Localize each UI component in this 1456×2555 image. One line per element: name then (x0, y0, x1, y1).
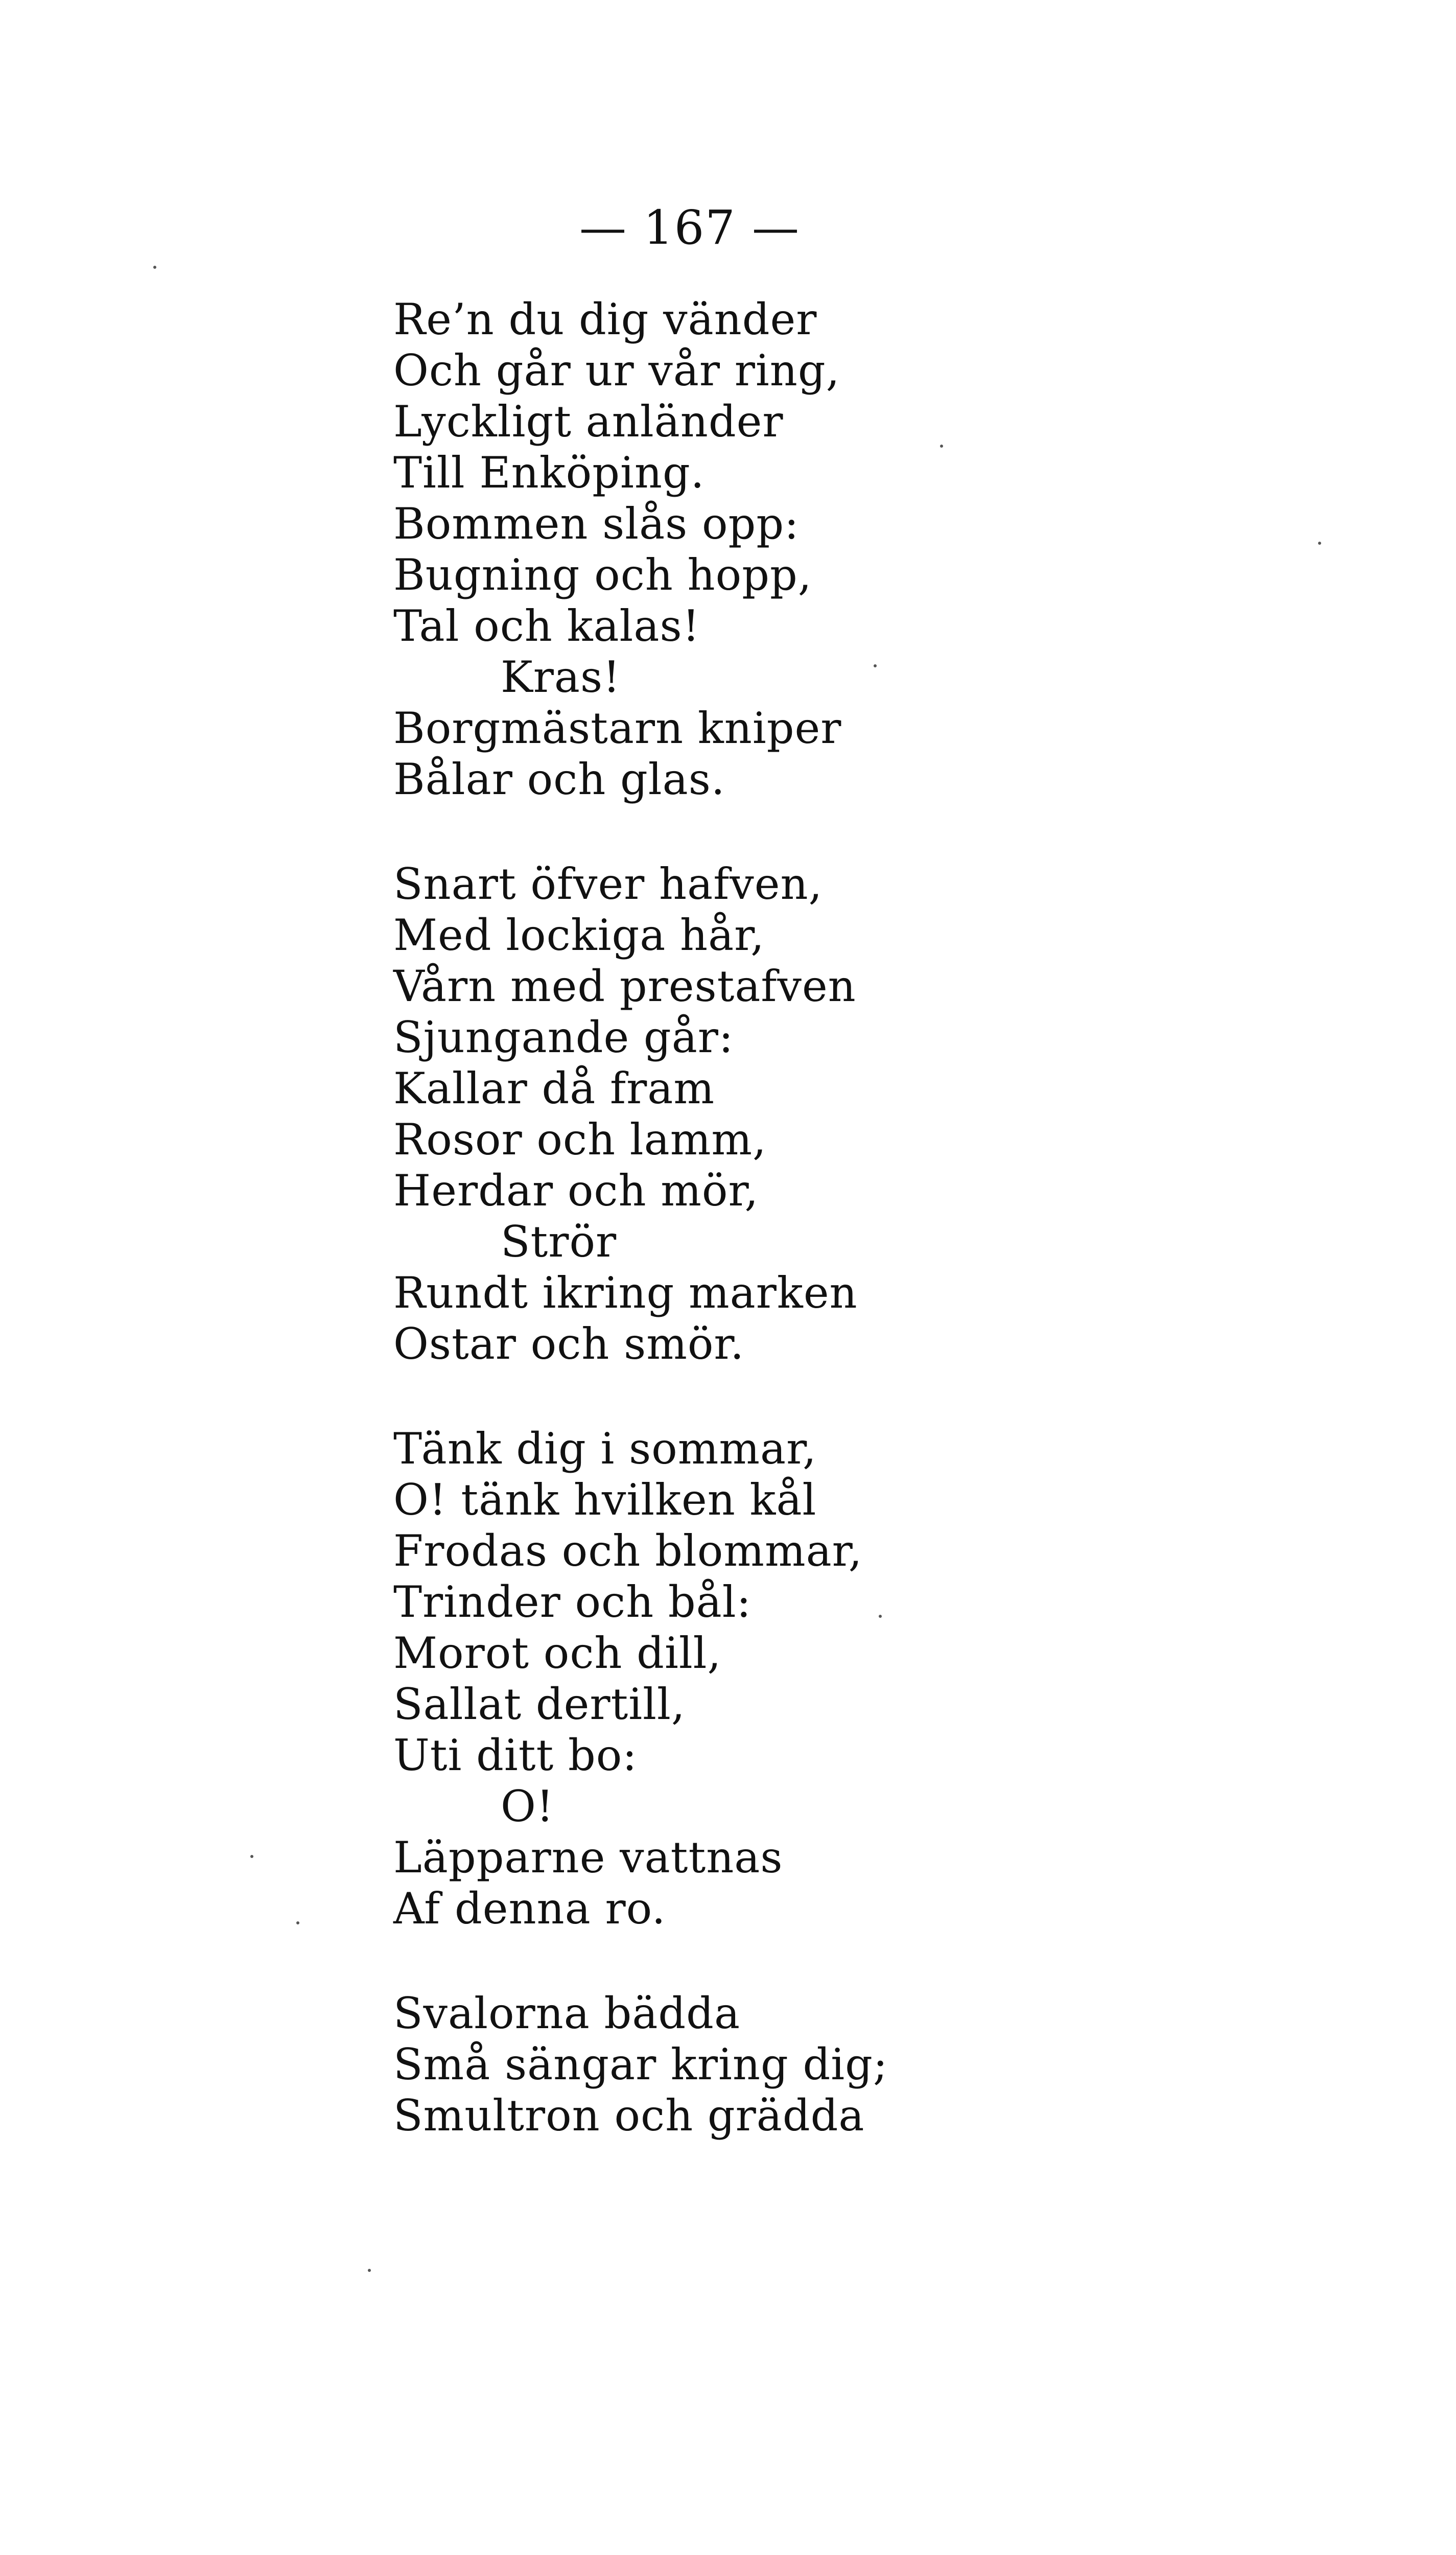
scan-speck (879, 1615, 882, 1618)
poem-line: Kras! (501, 652, 621, 702)
poem-line: Rosor och lamm, (393, 1114, 767, 1165)
poem-line: Strör (501, 1217, 617, 1267)
stanza (393, 294, 1058, 805)
page-number: — 167 — (579, 200, 801, 255)
poem-line: Re’n du dig vänder (393, 294, 817, 344)
poem-line: Små sängar kring dig; (393, 2039, 888, 2089)
poem-line: Smultron och grädda (393, 2091, 865, 2141)
poem-line: Uti ditt bo: (393, 1730, 638, 1780)
poem-line: Tänk dig i sommar, (393, 1424, 817, 1474)
poem-line: Lyckligt anländer (393, 397, 784, 447)
poem-line: Och går ur vår ring, (393, 345, 840, 396)
stanza (393, 1423, 1058, 1934)
poem-line: Kallar då fram (393, 1063, 715, 1113)
poem-line: O! tänk hvilken kål (393, 1475, 817, 1525)
poem-line: Af denna ro. (393, 1884, 666, 1934)
poem-line: Vårn med prestafven (393, 961, 856, 1011)
poem-line: Frodas och blommar, (393, 1526, 863, 1576)
scan-speck (153, 266, 156, 269)
poem-line: Herdar och mör, (393, 1166, 759, 1216)
scan-speck (296, 1921, 299, 1924)
scan-speck (368, 2269, 371, 2272)
poem-line: Ostar och smör. (393, 1319, 745, 1369)
poem-line: Bugning och hopp, (393, 550, 812, 600)
poem-line: Morot och dill, (393, 1628, 722, 1678)
poem-line: Läpparne vattnas (393, 1832, 783, 1883)
scan-speck (940, 445, 943, 448)
poem-line: Borgmästarn kniper (393, 703, 842, 753)
poem-line: Med lockiga hår, (393, 910, 765, 960)
poem-line: Bålar och glas. (393, 754, 725, 804)
poem-line: Snart öfver hafven, (393, 859, 823, 909)
poem (393, 294, 1058, 2195)
poem-line: Rundt ikring marken (393, 1268, 858, 1318)
poem-line: Svalorna bädda (393, 1988, 741, 2038)
scan-speck (1318, 542, 1321, 545)
poem-line: Sjungande går: (393, 1012, 734, 1062)
scan-speck (250, 1855, 253, 1858)
scan-speck (874, 664, 877, 667)
stanza (393, 1988, 1058, 2141)
poem-line: Till Enköping. (393, 448, 705, 498)
poem-line: Trinder och bål: (393, 1577, 752, 1627)
poem-line: O! (501, 1781, 554, 1831)
stanza (393, 858, 1058, 1369)
poem-line: Bommen slås opp: (393, 499, 800, 549)
poem-line: Sallat dertill, (393, 1679, 686, 1729)
poem-line: Tal och kalas! (393, 601, 700, 651)
